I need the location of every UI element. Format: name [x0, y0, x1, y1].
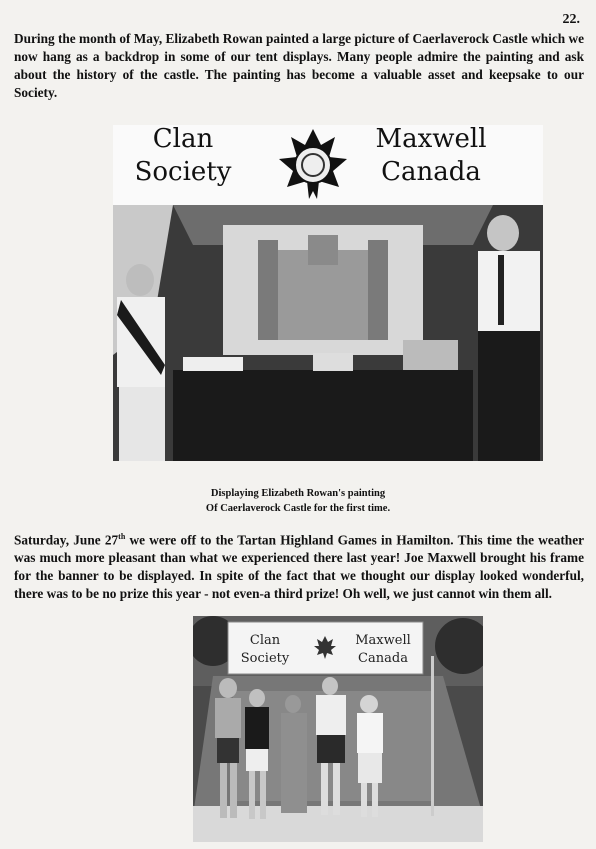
banner-text: Society — [134, 157, 232, 187]
paragraph-highland-games — [14, 528, 584, 603]
paragraph-text: we were off to the Tartan Highland Games in Hamilton. This time the weather was much more pleasant than what we experienced there last year! Joe Maxwell brought his frame for the banner to be displayed. In spite of the fact that we thought our display looked wonderful, there was to be no prize this year - not even-a third prize! Oh well, we just cannot win them all. — [14, 532, 584, 602]
banner-text: Canada — [358, 651, 408, 666]
photo-group-at-tent — [193, 616, 483, 842]
banner-text: Clan — [152, 125, 214, 154]
page-number: 22. — [562, 12, 580, 27]
paragraph-text: Saturday, June 27 — [14, 532, 119, 548]
caption-line: Displaying Elizabeth Rowan's painting — [210, 488, 386, 499]
superscript: th — [118, 532, 126, 541]
photo-tent-display-painting — [113, 125, 543, 461]
caption-line: Of Caerlaverock Castle for the first time. — [205, 503, 391, 514]
banner-text: Maxwell — [375, 125, 487, 154]
paragraph-painting: During the month of May, Elizabeth Rowan painted a large picture of Caerlaverock Castle which we now hang as a backdrop in some of our tent displays. Many people admire the painting and ask about the history of the castle. The painting has become a valuable asset and keepsake to our Society. — [14, 31, 584, 100]
person-man — [487, 215, 519, 251]
banner-text: Canada — [381, 157, 481, 187]
banner-text: Clan — [249, 633, 281, 648]
person-woman — [126, 264, 154, 296]
photo1-caption — [0, 486, 596, 516]
banner-text: Society — [240, 651, 290, 666]
banner-text: Maxwell — [355, 633, 411, 648]
